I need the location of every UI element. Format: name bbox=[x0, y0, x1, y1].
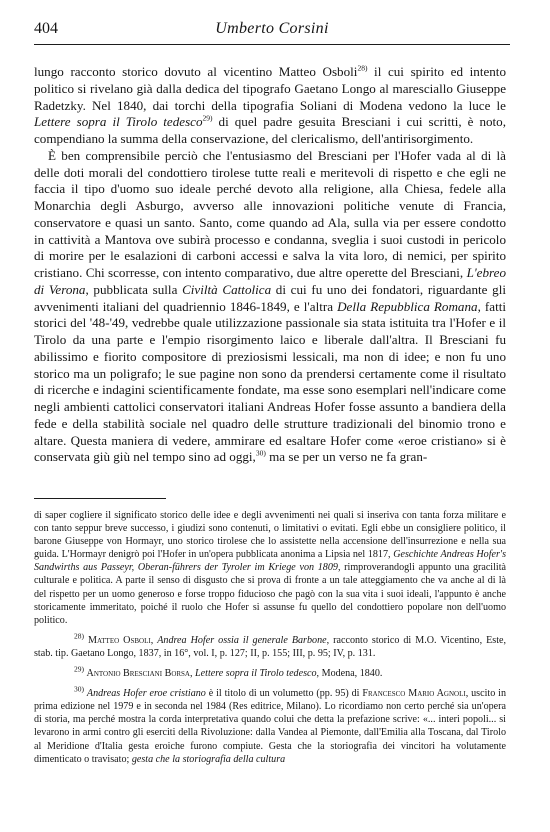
work-title: Lettere sopra il Tirolo tedesco bbox=[34, 114, 203, 130]
text-run: , rimproverandogli appunto una gracilità culturale e politica. A parte il senso di disgusto che si prova di fronte a un tale atteggiamento che va anche al di là del rispetto per un uomo generoso e forse troppo fiducioso che pagò con la sua vita i suoi ideali, l'appunto è anche storicamente immeritato, poiché il ruolo che Hofer si assunse fu quello del condottiero popolare non dell'uomo politico. bbox=[34, 562, 507, 626]
text-run: di cui fu uno dei fondatori, riguardante gli avvenimenti italiani del quadriennio 1846-1849, e l'altra bbox=[34, 281, 506, 314]
footnote-ref-28[interactable]: 28) bbox=[357, 63, 368, 73]
work-title: Andrea Hofer ossia il generale Barbone bbox=[157, 634, 327, 646]
footnote-28: $^{28)}$ Matteo Osboli, Andrea Hofer ossia il generale Barbone, racconto storico di M.O. Vicentino, Este, stab. tip. Gaetano Longo, 1837, in 16°, vol. I, p. 127; II, p. 155; III, p. 95; IV, p. 131. bbox=[34, 631, 507, 659]
paragraph-1 bbox=[34, 64, 506, 148]
text-run: , pubblicata sulla bbox=[85, 281, 183, 297]
text-run: è il titolo di un volumetto (pp. 95) di bbox=[205, 688, 363, 700]
text-run: È ben comprensibile perciò che l'entusiasmo del Bresciani per l'Hofer vada al di là delle doti morali del condottiero tirolese tutte reali e meritevoli di rispetto e che egli ne faccia il tipo d'uomo suo ideale perché devoto alla religione, alla Chiesa, fedele alla Monarchia degli Asburgo, avverso alle innovazioni politiche venute di Francia, conservatore e quasi un santo. Santo, come quando ad Ala, sulla via per essere condotto in cattività a Mantova ove subirà processo e condanna, sveglia i suoi custodi in pericolo di morire per le esalazioni di carboni accessi e salva la vita loro, di nemici, per spirito cristiano. Chi scorresse, con intento comparativo, due altre operette del Bresciani, bbox=[34, 147, 506, 280]
work-title: Geschichte Andreas Hofer's Sandwirths aus Passeyr, Oberan-führers der Tyroler im Kriege von 1809 bbox=[34, 549, 507, 574]
paragraph-2 bbox=[34, 148, 506, 466]
text-run: lungo racconto storico dovuto al vicentino Matteo Osboli bbox=[34, 64, 358, 79]
text-run: di saper cogliere il significato storico delle idee e degli avvenimenti nei quali si inseriva con tanta forza militare e con tanto seppur breve successo, i giudizi sono contenuti, o limitativi o evitati. Egli ebbe un consigliere politico, il barone Giuseppe von Hormayr, uno storico tirolese che lo assistette nella accensione dell'insurrezione e nella sua guida. L'Hormayr denigrò poi l'Hofer in un'opera pubblicata anonima a Lipsia nel 1817, bbox=[34, 510, 506, 561]
footnote-author: Matteo Osboli bbox=[88, 634, 151, 646]
work-title: Della Repubblica Romana bbox=[337, 298, 478, 314]
work-title: L'ebreo di Verona bbox=[34, 265, 506, 297]
footnote-rule bbox=[34, 498, 166, 499]
text-run: , Modena, 1840. bbox=[316, 668, 383, 680]
footnote-ref-29[interactable]: 29) bbox=[202, 113, 213, 123]
work-title: Lettere sopra il Tirolo tedesco bbox=[195, 668, 317, 680]
page-number: 404 bbox=[34, 20, 58, 37]
footnote-author: Antonio Bresciani Borsa bbox=[86, 668, 190, 680]
footnote-number: 30) bbox=[74, 684, 84, 694]
work-title: Andreas Hofer eroe cristiano bbox=[86, 688, 206, 700]
footnote-continuation bbox=[34, 509, 506, 627]
text-run: di quel padre gesuita Bresciani i cui scritti, è noto, compendiano la summa della conservazione, del clericalismo, dell'antirisorgimento. bbox=[34, 114, 506, 146]
running-head: Umberto Corsini bbox=[215, 20, 329, 37]
footnote-30 bbox=[34, 684, 506, 766]
footnote-ref-30[interactable]: 30) bbox=[255, 448, 266, 458]
footnotes bbox=[34, 509, 506, 766]
text-run: , fatti storici del '48-'49, vedrebbe quale utilizzazione passionale sia stata istituita tra l'Hofer e il Tirolo da una parte e l'empio risorgimento laico e liberale dall'altra. Il Bresciani fu abilissimo e fiorito compositore di preziosismi lessicali, ma non di idee; e non fu uno storico ma un poligrafo; le sue pagine non sono da prendersi certamente come il risultato di ricerche e indagini scientificamente fondate, ma esse sono esemplari nell'indicare come negli ambienti cattolici conservatori italiani Andreas Hofer fosse assunto a bandiera della fede e della stabilità sociale nel quadro delle strutture tradizionali del binomio trono e altare. Questa maniera di vedere, ammirare ed esaltare Hofer come «eroe cristiano» si è conservata giù giù nel tempo sino ad oggi, bbox=[34, 298, 506, 465]
page-header bbox=[34, 20, 510, 42]
text-run: ma se per un verso ne fa gran- bbox=[265, 449, 428, 465]
footnote-number: 28) bbox=[74, 631, 84, 641]
footnote-number: 29) bbox=[74, 664, 84, 674]
main-text bbox=[34, 64, 506, 466]
work-title: gesta che la storiografia della cultura bbox=[131, 753, 286, 765]
text-run: , racconto storico di M.O. Vicentino, Este, stab. tip. Gaetano Longo, 1837, in 16°, vol. I, p. 127; II, p. 155; III, p. 95; IV, p. 131. bbox=[34, 634, 507, 659]
header-rule bbox=[34, 44, 510, 45]
text-run: , uscito in prima edizione nel 1979 e in seconda nel 1984 (Res editrice, Milano). Lo ricordiamo non certo perché sia un'opera di storia, ma perché mostra la corda interpretativa quando colui che detta la prefazione scrive: «... interi popoli... si levarono in armi contro gli eserciti della Rivoluzione: dalla Vandea al Piemonte, dall'Emilia alla Toscana, dal Tirolo al Meridione d'Italia gesta eroiche furono compiute. Gesta che la storiografia dei vincitori ha volutamente dimenticato o travisato; bbox=[34, 688, 506, 765]
text-run: il cui spirito ed intento politico si rivelano già dalla dedica del tipografo Gaetano Longo al maresciallo Giuseppe Radetzky. Nel 1840, dai torchi della tipografia Soliani di Modena vedono la luce le bbox=[34, 64, 506, 113]
footnote-author: Francesco Mario Agnoli bbox=[362, 688, 466, 700]
work-title: Civiltà Cattolica bbox=[182, 281, 272, 297]
footnote-29: $^{29)}$ Antonio Bresciani Borsa, Lettere sopra il Tirolo tedesco, Modena, 1840. bbox=[74, 664, 383, 680]
